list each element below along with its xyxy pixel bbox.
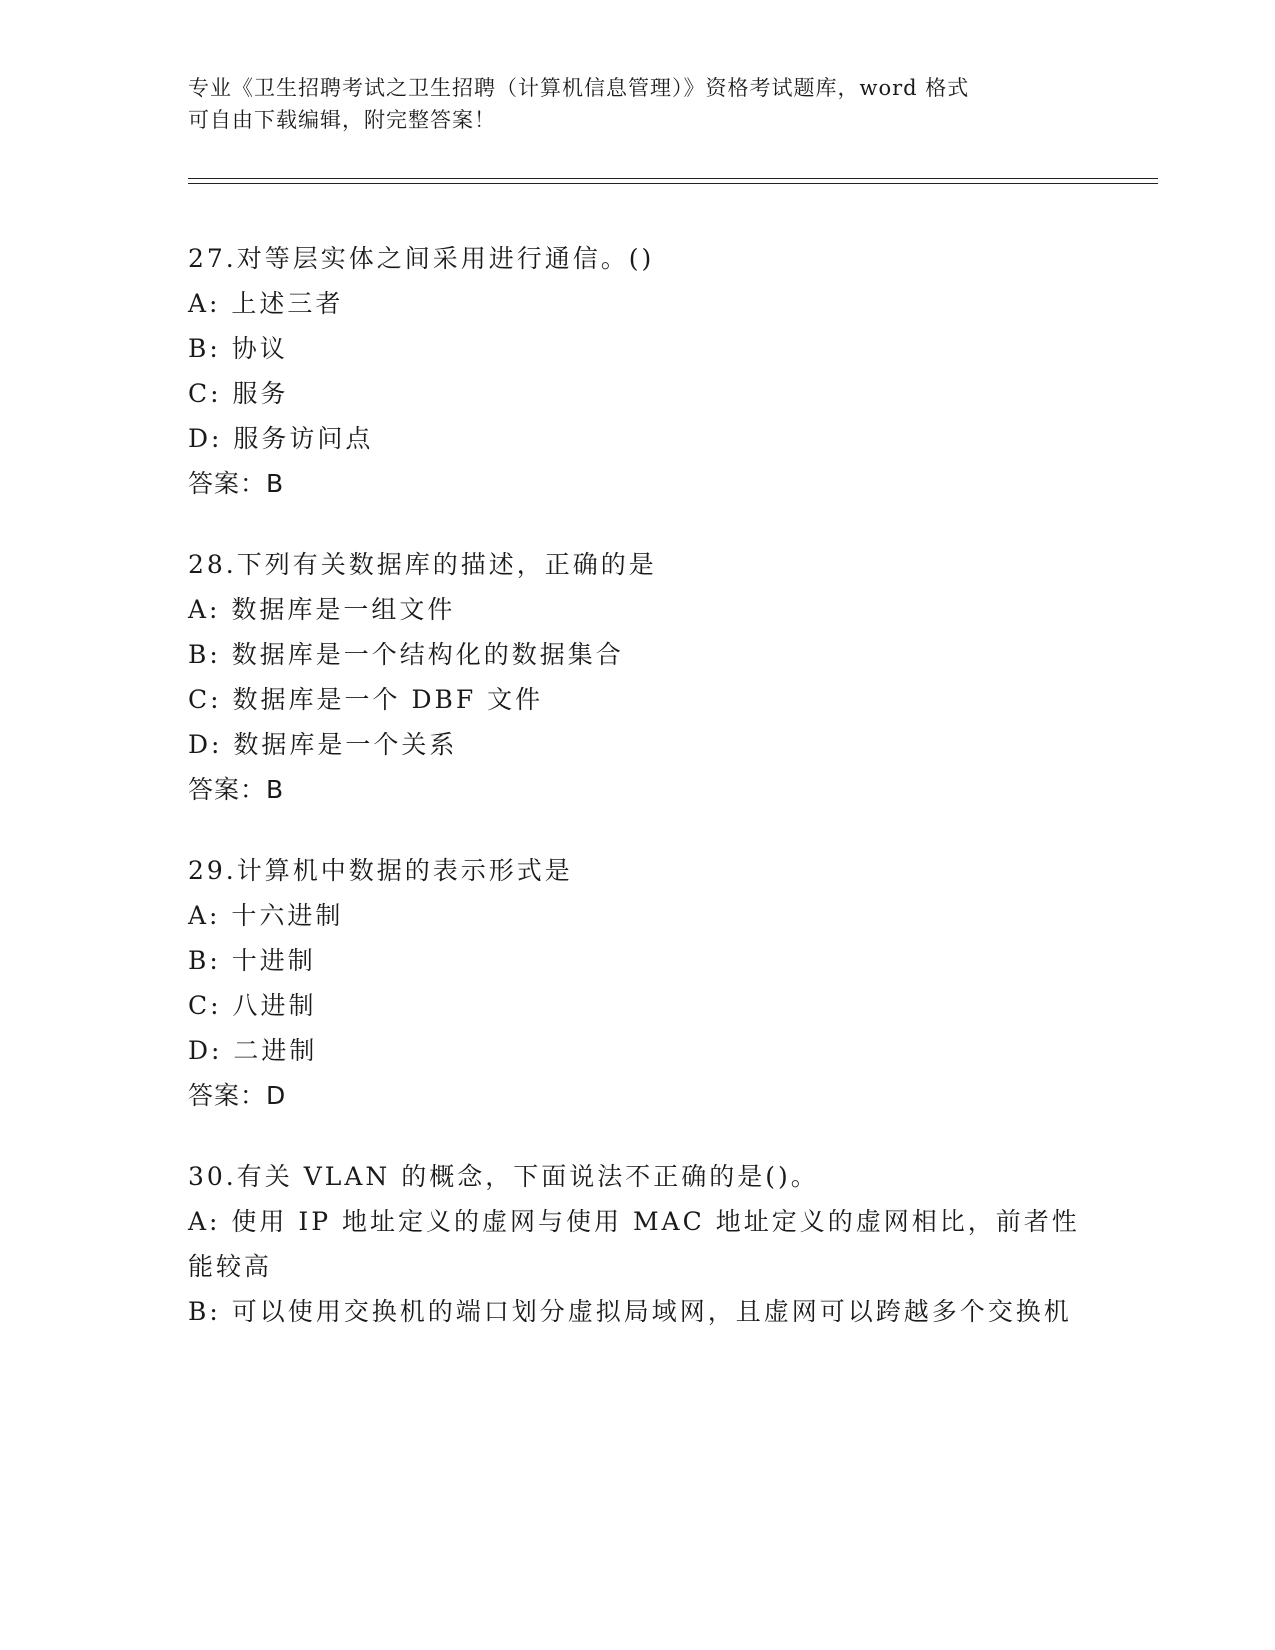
question-29 <box>188 848 1088 1118</box>
question-30 <box>188 1154 1088 1334</box>
option-b: B: 可以使用交换机的端口划分虚拟局域网，且虚网可以跨越多个交换机 <box>188 1297 1072 1326</box>
option-d: D: 数据库是一个关系 <box>188 730 458 759</box>
option-a: A: 上述三者 <box>188 289 344 318</box>
option-a: A: 数据库是一组文件 <box>188 595 456 624</box>
question-27 <box>188 236 1088 506</box>
option-c: C: 八进制 <box>188 991 317 1020</box>
option-c: C: 数据库是一个 DBF 文件 <box>188 685 544 714</box>
question-stem: 27.对等层实体之间采用进行通信。() <box>188 244 655 273</box>
question-stem: 29.计算机中数据的表示形式是 <box>188 856 573 885</box>
document-header <box>188 72 1088 136</box>
option-d: D: 二进制 <box>188 1036 318 1065</box>
option-b: B: 十进制 <box>188 946 316 975</box>
option-c: C: 服务 <box>188 379 289 408</box>
question-stem: 30.有关 VLAN 的概念，下面说法不正确的是()。 <box>188 1162 819 1191</box>
option-a: A: 十六进制 <box>188 901 344 930</box>
question-28 <box>188 542 1088 812</box>
question-stem: 28.下列有关数据库的描述，正确的是 <box>188 550 657 579</box>
option-d: D: 服务访问点 <box>188 424 374 453</box>
answer: 答案：B <box>188 469 285 498</box>
header-line-1: 专业《卫生招聘考试之卫生招聘（计算机信息管理）》资格考试题库，word 格式 <box>188 76 970 100</box>
header-line-2: 可自由下载编辑，附完整答案！ <box>188 108 496 132</box>
option-b: B: 数据库是一个结构化的数据集合 <box>188 640 624 669</box>
answer: 答案：B <box>188 775 285 804</box>
answer: 答案：D <box>188 1081 287 1110</box>
option-a: A: 使用 IP 地址定义的虚网与使用 MAC 地址定义的虚网相比，前者性能较高 <box>188 1207 1080 1281</box>
question-list <box>188 236 1088 1370</box>
header-divider <box>188 178 1158 184</box>
option-b: B: 协议 <box>188 334 288 363</box>
